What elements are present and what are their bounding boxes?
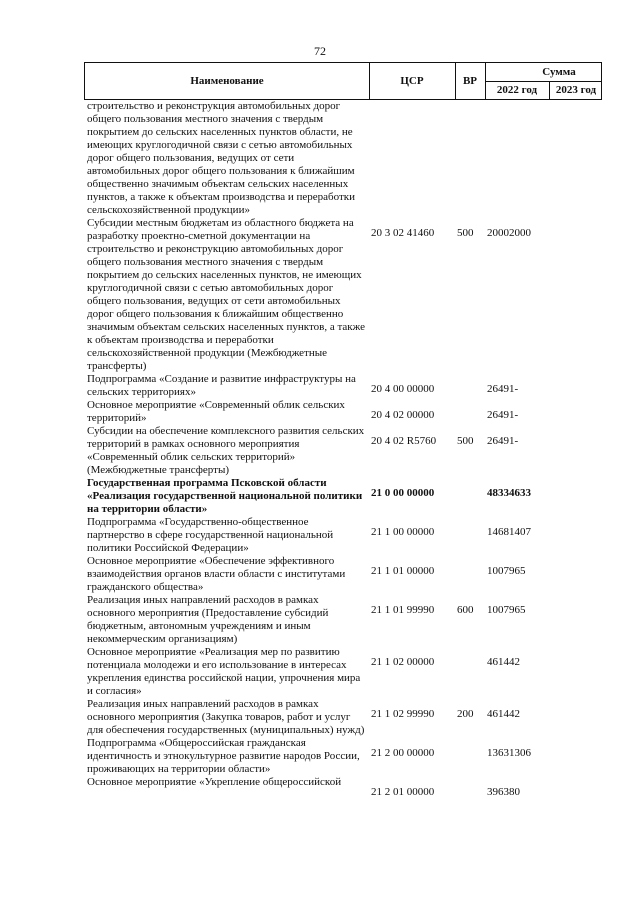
row-name: Реализация иных направлений расходов в рамках основного мероприятия (Закупка товаров, работ и услуг для обеспечения государственных (муниципальных) нужд)	[87, 698, 365, 736]
row-2022: 26491	[487, 383, 515, 395]
row-name: Основное мероприятие «Укрепление общероссийской	[87, 776, 342, 788]
row-vr: 500	[457, 227, 474, 239]
budget-table	[84, 62, 602, 799]
header-2022: 2022 год	[496, 83, 538, 96]
row-name: Основное мероприятие «Современный облик сельских территорий»	[87, 399, 345, 424]
table-header	[84, 62, 602, 100]
table-row	[84, 100, 602, 217]
row-csr: 21 0 00 00000	[371, 487, 435, 499]
row-csr: 20 4 02 R5760	[371, 435, 437, 447]
row-2022: 1468	[487, 526, 509, 538]
row-2023: 380	[503, 786, 520, 798]
row-2023: 442	[503, 656, 520, 668]
table-row	[84, 477, 602, 516]
row-name: Подпрограмма «Общероссийская гражданская идентичность и этнокультурное развитие народов России, проживающих на территории области»	[87, 737, 360, 775]
row-csr: 21 2 00 00000	[371, 747, 435, 759]
row-2022: 1007	[487, 565, 509, 577]
row-2022: 26491	[487, 435, 515, 447]
row-2023: 965	[509, 565, 526, 577]
row-csr: 21 1 02 99990	[371, 708, 435, 720]
row-name: строительство и реконструкция автомобильных дорог общего пользования местного значения с твердым покрытием до сельских населенных пунктов области, не имеющих круглогодичной связи с сетью автомобильных дорог общего пользования, ведущих от сети автомобильных дорог общего пользования к ближайшим общественно значимым объектам сельских населенных пунктов, а также к объектам производства и переработки сельскохозяйственной продукции»	[87, 100, 355, 216]
header-vr: ВР	[462, 74, 478, 87]
row-2023: 965	[509, 604, 526, 616]
row-csr: 20 4 02 00000	[371, 409, 435, 421]
row-2022: 461	[487, 708, 504, 720]
row-2023: -	[514, 383, 519, 395]
row-csr: 21 1 02 00000	[371, 656, 435, 668]
row-2022: 1363	[487, 747, 509, 759]
header-name: Наименование	[190, 74, 264, 87]
row-name: Реализация иных направлений расходов в рамках основного мероприятия (Предоставление субсидий бюджетным, автономным учреждениям и иным некоммерческим организациям)	[87, 594, 329, 645]
row-name: Основное мероприятие «Обеспечение эффективного взаимодействия органов власти области с институтами гражданского общества»	[87, 555, 346, 593]
table-row	[84, 594, 602, 646]
table-row	[84, 373, 602, 399]
row-name: Основное мероприятие «Реализация мер по развитию потенциала молодежи и его использование в интересах укрепления единства российской нации, упрочнения мира и согласия»	[87, 646, 361, 697]
row-2022: 396	[487, 786, 504, 798]
table-row	[84, 516, 602, 555]
row-name: Государственная программа Псковской области «Реализация государственной национальной политики на территории области»	[87, 477, 363, 515]
page-number: 72	[314, 44, 326, 58]
row-vr: 500	[457, 435, 474, 447]
table-row	[84, 698, 602, 737]
row-csr: 20 4 00 00000	[371, 383, 435, 395]
table-row	[84, 399, 602, 425]
table-body	[84, 100, 602, 799]
header-2023: 2023 год	[555, 83, 597, 96]
row-2022: 26491	[487, 409, 515, 421]
row-vr: 600	[457, 604, 474, 616]
row-vr: 200	[457, 708, 474, 720]
row-2022: 4833	[487, 487, 509, 499]
table-row	[84, 217, 602, 373]
row-csr: 21 1 01 99990	[371, 604, 435, 616]
table-row	[84, 737, 602, 776]
row-2022: 2000	[487, 227, 509, 239]
row-name: Субсидии на обеспечение комплексного развития сельских территорий в рамках основного мероприятия «Современный облик сельских территорий» (Межбюджетные трансферты)	[87, 425, 365, 476]
row-csr: 20 3 02 41460	[371, 227, 435, 239]
row-2022: 1007	[487, 604, 509, 616]
row-2023: 442	[503, 708, 520, 720]
row-2023: 2000	[509, 227, 531, 239]
table-row	[84, 555, 602, 594]
row-csr: 21 1 00 00000	[371, 526, 435, 538]
row-2022: 461	[487, 656, 504, 668]
row-name: Подпрограмма «Государственно-общественное партнерство в сфере государственной национальной политики Российской Федерации»	[87, 516, 334, 554]
header-sum: Сумма	[542, 65, 576, 78]
row-csr: 21 1 01 00000	[371, 565, 435, 577]
row-csr: 21 2 01 00000	[371, 786, 435, 798]
row-2023: -	[514, 409, 519, 421]
row-2023: 1407	[509, 526, 531, 538]
table-row	[84, 425, 602, 477]
table-row	[84, 646, 602, 698]
row-2023: 1306	[509, 747, 531, 759]
row-name: Подпрограмма «Создание и развитие инфраструктуры на сельских территориях»	[87, 373, 356, 398]
row-2023: -	[514, 435, 519, 447]
table-row	[84, 776, 602, 799]
header-csr: ЦСР	[400, 74, 424, 87]
row-name: Субсидии местным бюджетам из областного бюджета на разработку проектно-сметной документации на строительство и реконструкцию автомобильных дорог общего пользования местного значения с твердым покрытием до сельских населенных пунктов, не имеющих круглогодичной связи с сетью автомобильных дорог общего пользования, ведущих от сети автомобильных дорог общего пользования к ближайшим общественно значимым объектам сельских населенных пунктов, а также к объектам производства и переработки сельскохозяйственной продукции (Межбюджетные трансферты)	[87, 217, 365, 372]
row-2023: 4633	[509, 487, 531, 499]
